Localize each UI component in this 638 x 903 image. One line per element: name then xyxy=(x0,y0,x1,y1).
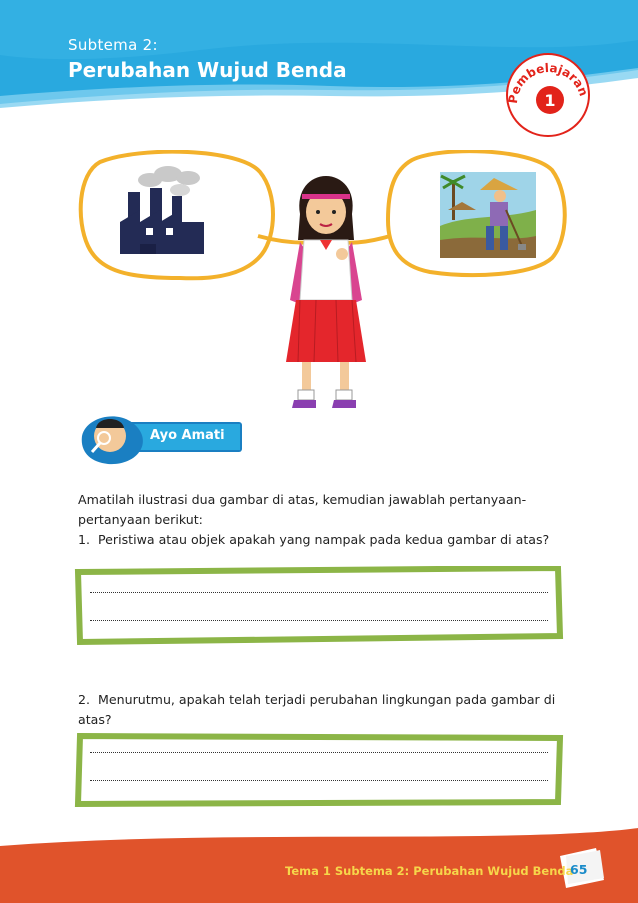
footer-caption: Tema 1 Subtema 2: Perubahan Wujud Benda xyxy=(285,864,574,878)
question-number: 2. xyxy=(78,692,91,707)
question-1 xyxy=(78,530,590,550)
question-text: Menurutmu, apakah telah terjadi perubahan lingkungan pada gambar di atas? xyxy=(78,692,556,727)
lesson-badge xyxy=(505,52,591,138)
subtheme-label: Subtema 2: xyxy=(68,36,158,54)
answer-line[interactable] xyxy=(90,620,548,621)
student-girl-image xyxy=(286,176,366,408)
footer-band xyxy=(0,818,638,903)
section-label: Ayo Amati xyxy=(150,428,225,443)
page-number: 65 xyxy=(570,862,588,877)
page-title: Perubahan Wujud Benda xyxy=(68,58,347,82)
illustration xyxy=(0,150,638,420)
answer-box-1-frame xyxy=(74,566,564,646)
badge-word: Pembelajaran xyxy=(505,60,591,105)
instructions-text: Amatilah ilustrasi dua gambar di atas, kemudian jawablah pertanyaan-pertanyaan berikut: xyxy=(78,492,527,527)
question-number: 1. xyxy=(78,532,91,547)
factory-image xyxy=(120,166,204,254)
question-text: Peristiwa atau objek apakah yang nampak pada kedua gambar di atas? xyxy=(98,532,550,547)
answer-box-2-frame xyxy=(74,732,564,808)
answer-line[interactable] xyxy=(90,592,548,593)
badge-number: 1 xyxy=(544,91,556,110)
farmer-image xyxy=(440,172,536,258)
answer-line[interactable] xyxy=(90,752,548,753)
answer-line[interactable] xyxy=(90,780,548,781)
